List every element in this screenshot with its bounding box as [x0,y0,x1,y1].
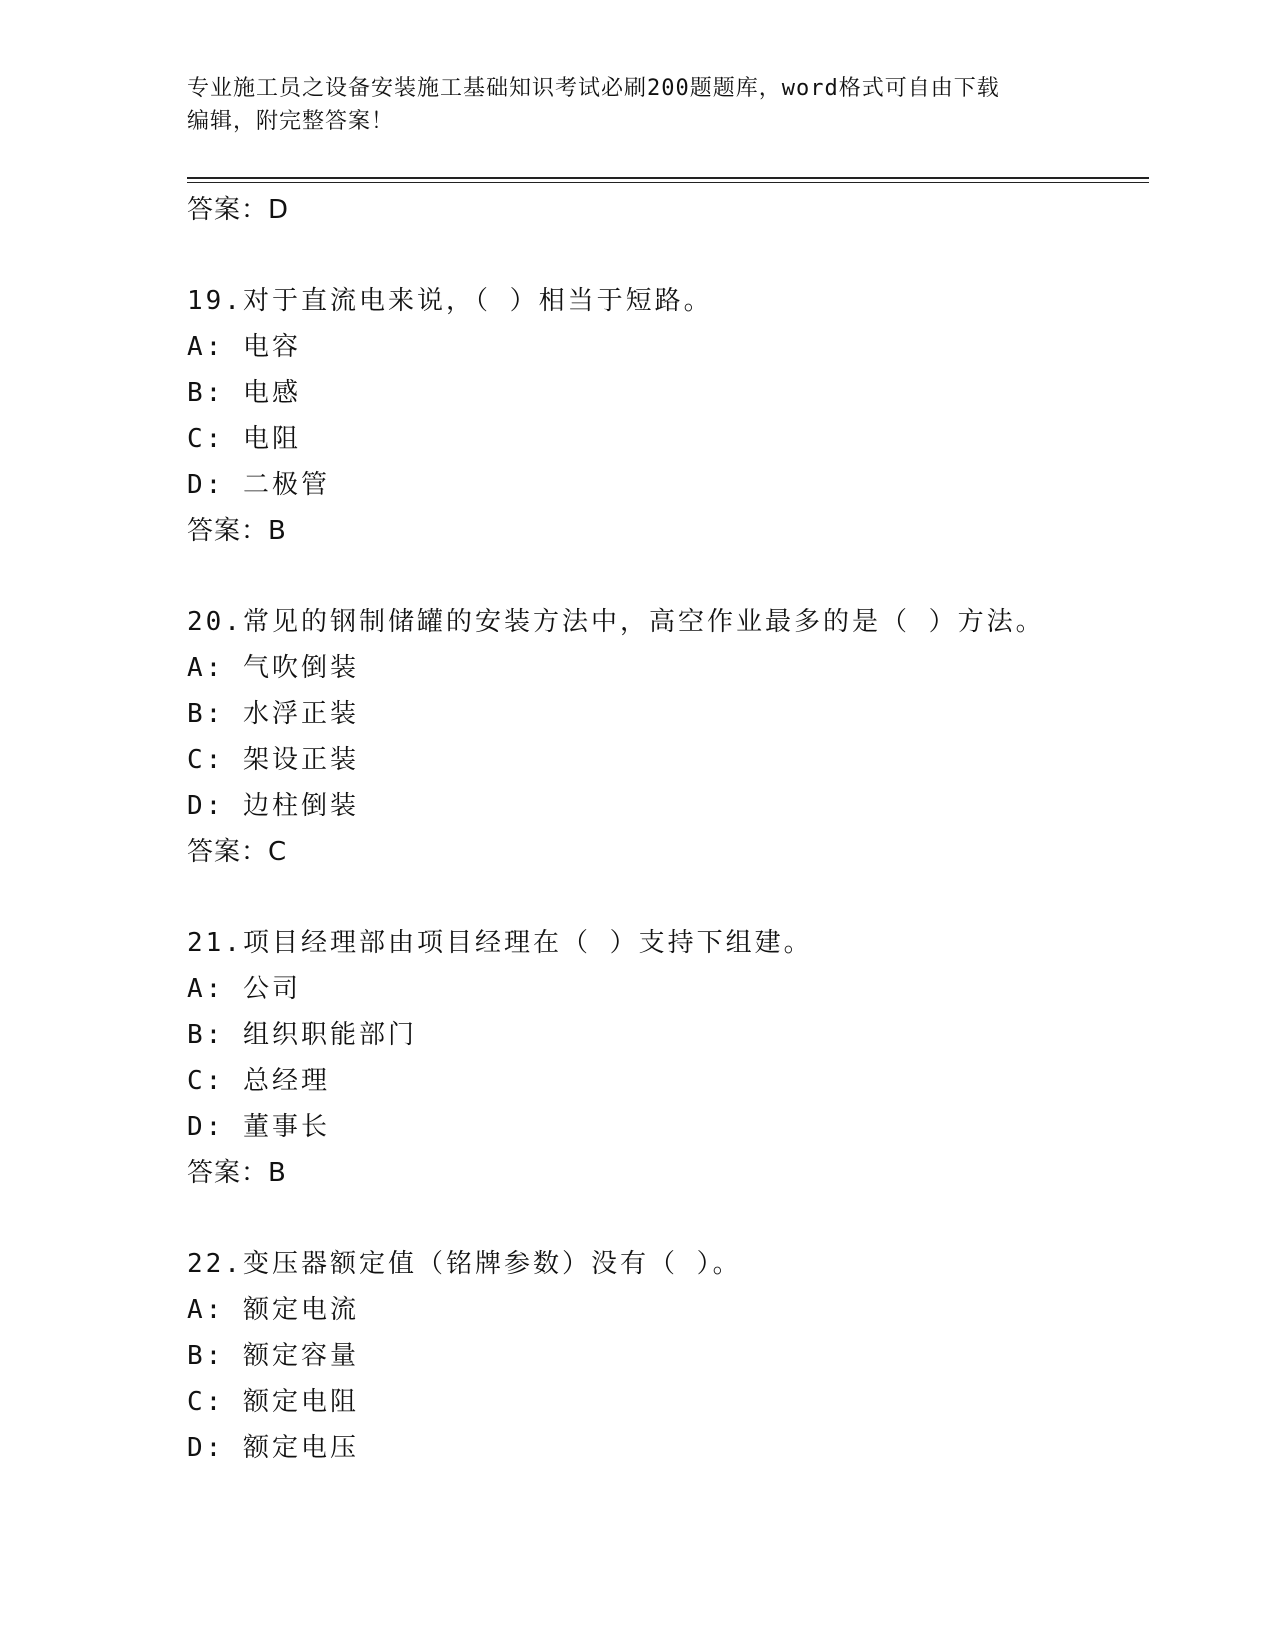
header-divider-thin [187,182,1149,183]
question-21 [187,920,1147,1196]
option-d: D: 二极管 [187,470,330,500]
option-c: C: 总经理 [187,1066,330,1096]
question-19 [187,278,1147,554]
question-stem: 21.项目经理部由项目经理在（ ）支持下组建。 [187,928,813,958]
question-20 [187,599,1147,875]
option-a: A: 额定电流 [187,1295,359,1325]
answer: 答案：B [187,1158,287,1188]
header-line-1: 专业施工员之设备安装施工基础知识考试必刷200题题库，word格式可自由下载 [187,76,1000,101]
question-stem: 20.常见的钢制储罐的安装方法中，高空作业最多的是（ ）方法。 [187,607,1045,637]
document-header [187,72,1087,138]
answer: 答案：C [187,837,288,867]
question-stem: 22.变压器额定值（铭牌参数）没有（ ）。 [187,1249,742,1279]
question-list [187,187,1147,1471]
question-stem: 19.对于直流电来说，（ ）相当于短路。 [187,286,713,316]
question-22 [187,1241,1147,1471]
option-c: C: 电阻 [187,424,301,454]
previous-answer: 答案：D [187,195,290,225]
option-c: C: 架设正装 [187,745,359,775]
option-c: C: 额定电阻 [187,1387,359,1417]
header-line-2: 编辑，附完整答案！ [187,109,395,134]
option-b: B: 水浮正装 [187,699,359,729]
header-divider-thick [187,177,1149,179]
option-b: B: 额定容量 [187,1341,359,1371]
option-a: A: 电容 [187,332,301,362]
option-a: A: 公司 [187,974,301,1004]
option-a: A: 气吹倒装 [187,653,359,683]
answer: 答案：B [187,516,287,546]
option-d: D: 董事长 [187,1112,330,1142]
option-b: B: 组织职能部门 [187,1020,417,1050]
option-d: D: 额定电压 [187,1433,359,1463]
option-d: D: 边柱倒装 [187,791,359,821]
option-b: B: 电感 [187,378,301,408]
